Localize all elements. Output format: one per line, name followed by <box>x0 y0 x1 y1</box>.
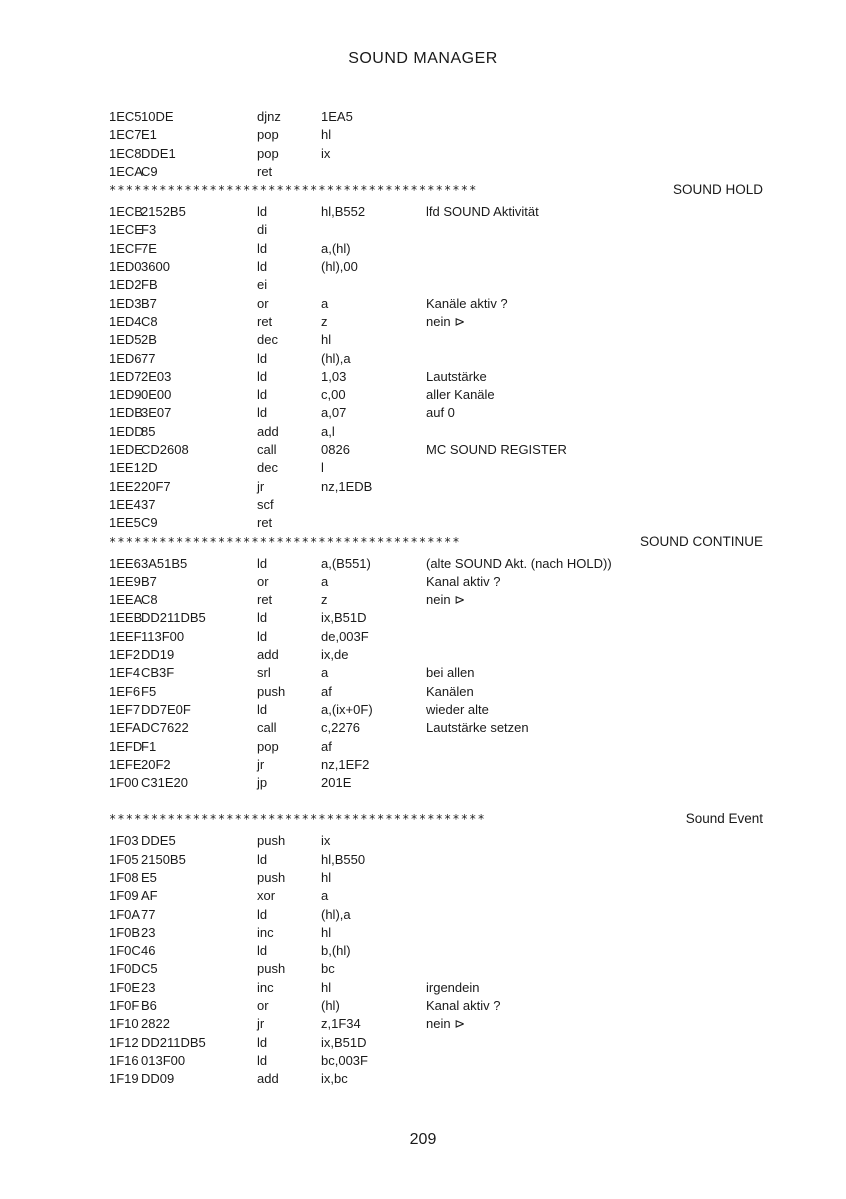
address: 1EEF <box>109 628 142 644</box>
address: 1EC8 <box>109 145 142 161</box>
mnemonic: ld <box>257 851 268 867</box>
operand: 0826 <box>321 442 350 458</box>
hex-code: 3A51B5 <box>141 555 188 571</box>
operand: a <box>321 665 329 681</box>
mnemonic: or <box>257 573 269 589</box>
address: 1EE2 <box>109 478 141 494</box>
listing-line <box>109 163 769 181</box>
section-label: SOUND CONTINUE <box>639 533 763 549</box>
hex-code: 013F00 <box>141 1052 186 1068</box>
listing-line <box>109 478 769 496</box>
hex-code: C8 <box>141 592 158 608</box>
operand: a,(ix+0F) <box>321 701 373 717</box>
hex-code: DD09 <box>141 1071 175 1087</box>
listing-line <box>109 1034 769 1052</box>
operand: ix <box>321 833 331 849</box>
listing-line <box>109 756 769 774</box>
operand: af <box>321 738 332 754</box>
mnemonic: ld <box>257 350 268 366</box>
hex-code: 2E03 <box>141 368 172 384</box>
address: 1F00 <box>109 775 139 791</box>
hex-code: AF <box>141 888 158 904</box>
operand: ix,bc <box>321 1071 348 1087</box>
listing-line <box>109 701 769 719</box>
listing-line <box>109 350 769 368</box>
hex-code: F5 <box>141 683 157 699</box>
operand: nz,1EDB <box>321 478 373 494</box>
operand: de,003F <box>321 628 369 644</box>
hex-code: DD19 <box>141 647 175 663</box>
listing-line <box>109 719 769 737</box>
separator-stars: ********************************************* <box>109 812 486 827</box>
mnemonic: pop <box>257 127 279 143</box>
hex-code: C31E20 <box>141 775 188 791</box>
address: 1EE4 <box>109 496 141 512</box>
listing-line <box>109 609 769 627</box>
address: 1ED5 <box>109 332 142 348</box>
page-title: SOUND MANAGER <box>348 50 498 67</box>
hex-code: 77 <box>141 906 156 922</box>
hex-code: B7 <box>141 295 157 311</box>
comment: Lautstärke <box>426 368 487 384</box>
operand: c,00 <box>321 387 346 403</box>
mnemonic: ret <box>257 313 273 329</box>
operand: a,07 <box>321 405 347 421</box>
mnemonic: ld <box>257 387 268 403</box>
hex-code: 2B <box>141 332 157 348</box>
mnemonic: pop <box>257 145 279 161</box>
hex-code: 85 <box>141 423 156 439</box>
mnemonic: ld <box>257 1052 268 1068</box>
mnemonic: jr <box>257 478 265 494</box>
mnemonic: ld <box>257 906 268 922</box>
operand: 1,03 <box>321 368 347 384</box>
listing-line <box>109 573 769 591</box>
mnemonic: dec <box>257 332 278 348</box>
operand: hl <box>321 979 332 995</box>
address: 1F0C <box>109 943 141 959</box>
hex-code: 10DE <box>141 109 174 124</box>
address: 1F09 <box>109 888 139 904</box>
address: 1EFD <box>109 738 143 754</box>
hex-code: DDE1 <box>141 145 176 161</box>
address: 1F16 <box>109 1052 139 1068</box>
listing-line <box>109 960 769 978</box>
listing-line <box>109 203 769 221</box>
hex-code: B6 <box>141 998 157 1014</box>
operand: a,l <box>321 423 335 439</box>
comment: nein ⊳ <box>426 592 466 608</box>
address: 1ECF <box>109 240 143 256</box>
mnemonic: ld <box>257 943 268 959</box>
address: 1F03 <box>109 833 139 849</box>
listing-line <box>109 276 769 294</box>
comment: MC SOUND REGISTER <box>426 442 567 458</box>
listing-line <box>109 423 769 441</box>
operand: ix,B51D <box>321 610 367 626</box>
address: 1EEA <box>109 592 143 608</box>
operand: 201E <box>321 775 352 791</box>
hex-code: F1 <box>141 738 157 754</box>
comment: Lautstärke setzen <box>426 720 529 736</box>
operand: a <box>321 888 329 904</box>
mnemonic: or <box>257 295 269 311</box>
address: 1F08 <box>109 869 139 885</box>
address: 1F19 <box>109 1071 139 1087</box>
listing-line <box>109 887 769 905</box>
mnemonic: add <box>257 647 279 663</box>
comment: irgendein <box>426 979 480 995</box>
section-label: SOUND HOLD <box>672 182 763 198</box>
hex-code: CD2608 <box>141 442 189 458</box>
address: 1EE1 <box>109 460 141 476</box>
section-separator <box>109 810 769 832</box>
address: 1EDE <box>109 442 143 458</box>
address: 1F0B <box>109 924 141 940</box>
mnemonic: call <box>257 442 277 458</box>
address: 1EFE <box>109 756 142 772</box>
mnemonic: ld <box>257 555 268 571</box>
hex-code: C8 <box>141 313 158 329</box>
mnemonic: add <box>257 1071 279 1087</box>
operand: (hl) <box>321 998 340 1014</box>
mnemonic: ld <box>257 610 268 626</box>
listing-line <box>109 313 769 331</box>
address: 1EF2 <box>109 647 141 663</box>
operand: af <box>321 683 332 699</box>
comment: auf 0 <box>426 405 455 421</box>
comment: Kanäle aktiv ? <box>426 295 508 311</box>
mnemonic: push <box>257 869 286 885</box>
operand: 1EA5 <box>321 109 353 124</box>
mnemonic: ei <box>257 277 268 293</box>
mnemonic: ld <box>257 204 268 220</box>
listing-line <box>109 331 769 349</box>
hex-code: 23 <box>141 979 156 995</box>
mnemonic: srl <box>257 665 271 681</box>
operand: z <box>321 592 328 608</box>
listing-line <box>109 683 769 701</box>
hex-code: 2152B5 <box>141 204 186 220</box>
hex-code: 2150B5 <box>141 851 186 867</box>
address: 1ECB <box>109 204 143 220</box>
listing-line <box>109 404 769 422</box>
hex-code: DC7622 <box>141 720 189 736</box>
address: 1F0D <box>109 961 141 977</box>
listing-line <box>109 514 769 532</box>
hex-code: B7 <box>141 573 157 589</box>
listing-line <box>109 628 769 646</box>
hex-code: C9 <box>141 163 158 179</box>
address: 1ED6 <box>109 350 142 366</box>
address: 1EF4 <box>109 665 141 681</box>
hex-code: 3E07 <box>141 405 172 421</box>
code-listing <box>109 108 769 1089</box>
address: 1F0E <box>109 979 141 995</box>
mnemonic: ld <box>257 701 268 717</box>
listing-line <box>109 240 769 258</box>
separator-stars: ******************************************** <box>109 183 478 198</box>
address: 1F0F <box>109 998 140 1014</box>
mnemonic: ret <box>257 592 273 608</box>
hex-code: 0E00 <box>141 387 172 403</box>
comment: Kanal aktiv ? <box>426 998 501 1014</box>
comment: nein ⊳ <box>426 1016 466 1032</box>
listing-line <box>109 459 769 477</box>
listing-line <box>109 851 769 869</box>
listing-line <box>109 368 769 386</box>
address: 1ED9 <box>109 387 142 403</box>
listing-line <box>109 774 769 792</box>
section-separator <box>109 533 769 555</box>
operand: a,(hl) <box>321 240 351 256</box>
hex-code: FB <box>141 277 158 293</box>
mnemonic: ld <box>257 240 268 256</box>
listing-line <box>109 664 769 682</box>
listing-line <box>109 386 769 404</box>
mnemonic: inc <box>257 979 274 995</box>
address: 1EC7 <box>109 127 142 143</box>
listing-line <box>109 295 769 313</box>
address: 1F10 <box>109 1016 139 1032</box>
listing-line <box>109 221 769 239</box>
hex-code: 20F2 <box>141 756 171 772</box>
listing-line <box>109 869 769 887</box>
hex-code: 20F7 <box>141 478 171 494</box>
hex-code: 2D <box>141 460 158 476</box>
page-number: 209 <box>409 1131 437 1148</box>
address: 1ED0 <box>109 259 142 275</box>
mnemonic: ld <box>257 368 268 384</box>
address: 1EE5 <box>109 515 141 531</box>
address: 1ED3 <box>109 295 142 311</box>
operand: bc <box>321 961 335 977</box>
section-separator <box>109 181 769 203</box>
comment: lfd SOUND Aktivität <box>426 204 539 220</box>
hex-code: 23 <box>141 924 156 940</box>
address: 1EF6 <box>109 683 141 699</box>
comment: (alte SOUND Akt. (nach HOLD)) <box>426 555 612 571</box>
mnemonic: call <box>257 720 277 736</box>
listing-line <box>109 126 769 144</box>
listing-line <box>109 942 769 960</box>
hex-code: F3 <box>141 222 157 238</box>
operand: hl <box>321 332 332 348</box>
comment: aller Kanäle <box>426 387 495 403</box>
mnemonic: pop <box>257 738 279 754</box>
listing-line <box>109 1070 769 1088</box>
operand: ix,B51D <box>321 1034 367 1050</box>
address: 1EDB <box>109 405 143 421</box>
comment: nein ⊳ <box>426 313 466 329</box>
listing-line <box>109 441 769 459</box>
operand: z,1F34 <box>321 1016 361 1032</box>
mnemonic: djnz <box>257 109 281 124</box>
hex-code: 2822 <box>141 1016 170 1032</box>
listing-line <box>109 1015 769 1033</box>
separator-stars: ****************************************** <box>109 534 461 549</box>
operand: a,(B551) <box>321 555 371 571</box>
operand: z <box>321 313 328 329</box>
address: 1EE6 <box>109 555 141 571</box>
operand: hl <box>321 127 332 143</box>
mnemonic: jr <box>257 756 265 772</box>
operand: hl <box>321 924 332 940</box>
address: 1F12 <box>109 1034 139 1050</box>
hex-code: 3600 <box>141 259 170 275</box>
mnemonic: push <box>257 961 286 977</box>
mnemonic: ld <box>257 1034 268 1050</box>
mnemonic: ret <box>257 515 273 531</box>
listing-line <box>109 646 769 664</box>
section-label: Sound Event <box>685 811 763 827</box>
listing-line <box>109 555 769 573</box>
operand: c,2276 <box>321 720 361 736</box>
address: 1F0A <box>109 906 141 922</box>
mnemonic: jr <box>257 1016 265 1032</box>
comment: wieder alte <box>426 701 489 717</box>
listing-line <box>109 832 769 850</box>
address: 1EE9 <box>109 573 141 589</box>
operand: hl,B550 <box>321 851 366 867</box>
mnemonic: ld <box>257 259 268 275</box>
operand: (hl),a <box>321 906 351 922</box>
address: 1EDD <box>109 423 144 439</box>
operand: (hl),00 <box>321 259 358 275</box>
operand: ix,de <box>321 647 349 663</box>
spacer <box>109 792 769 810</box>
operand: hl <box>321 869 332 885</box>
comment: bei allen <box>426 665 475 681</box>
operand: hl,B552 <box>321 204 366 220</box>
mnemonic: dec <box>257 460 278 476</box>
mnemonic: ld <box>257 405 268 421</box>
operand: b,(hl) <box>321 943 351 959</box>
mnemonic: xor <box>257 888 276 904</box>
hex-code: 7E <box>141 240 157 256</box>
hex-code: C5 <box>141 961 158 977</box>
address: 1ECE <box>109 222 143 238</box>
operand: l <box>321 460 324 476</box>
hex-code: 113F00 <box>141 628 185 644</box>
hex-code: 37 <box>141 496 156 512</box>
address: 1ED7 <box>109 368 142 384</box>
hex-code: E5 <box>141 869 157 885</box>
mnemonic: di <box>257 222 268 238</box>
listing-line <box>109 258 769 276</box>
mnemonic: jp <box>257 775 268 791</box>
mnemonic: add <box>257 423 279 439</box>
operand: ix <box>321 145 331 161</box>
listing-line <box>109 906 769 924</box>
operand: nz,1EF2 <box>321 756 370 772</box>
mnemonic: inc <box>257 924 274 940</box>
mnemonic: push <box>257 683 286 699</box>
hex-code: DD211DB5 <box>141 610 206 626</box>
mnemonic: push <box>257 833 286 849</box>
hex-code: E1 <box>141 127 157 143</box>
hex-code: DDE5 <box>141 833 176 849</box>
listing-line <box>109 738 769 756</box>
listing-line <box>109 979 769 997</box>
listing-line <box>109 145 769 163</box>
address: 1EC5 <box>109 109 142 124</box>
operand: a <box>321 573 329 589</box>
address: 1ED4 <box>109 313 142 329</box>
mnemonic: ld <box>257 628 268 644</box>
operand: bc,003F <box>321 1052 368 1068</box>
address: 1F05 <box>109 851 139 867</box>
listing-line <box>109 924 769 942</box>
operand: a <box>321 295 329 311</box>
comment: Kanälen <box>426 683 474 699</box>
mnemonic: or <box>257 998 269 1014</box>
mnemonic: scf <box>257 496 274 512</box>
mnemonic: ret <box>257 163 273 179</box>
hex-code: CB3F <box>141 665 175 681</box>
hex-code: DD211DB5 <box>141 1034 206 1050</box>
address: 1ECA <box>109 163 143 179</box>
hex-code: 77 <box>141 350 156 366</box>
listing-line <box>109 1052 769 1070</box>
comment: Kanal aktiv ? <box>426 573 501 589</box>
address: 1EEB <box>109 610 143 626</box>
hex-code: 46 <box>141 943 156 959</box>
listing-line <box>109 997 769 1015</box>
address: 1EFA <box>109 720 141 736</box>
hex-code: C9 <box>141 515 158 531</box>
address: 1EF7 <box>109 701 141 717</box>
listing-line <box>109 496 769 514</box>
listing-line <box>109 108 769 126</box>
listing-line <box>109 591 769 609</box>
operand: (hl),a <box>321 350 351 366</box>
hex-code: DD7E0F <box>141 701 191 717</box>
address: 1ED2 <box>109 277 142 293</box>
